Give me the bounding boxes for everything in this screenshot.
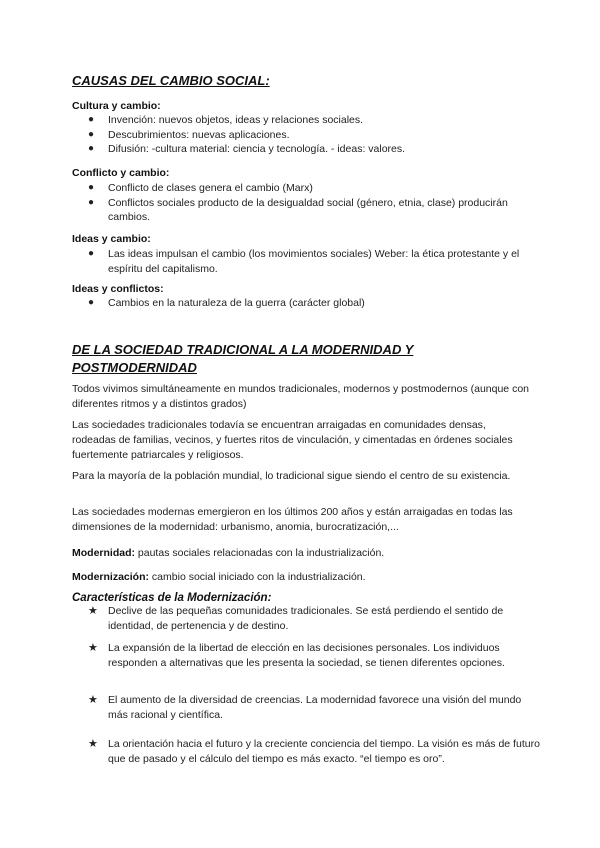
section-title-sociedad: DE LA SOCIEDAD TRADICIONAL A LA MODERNIDAD Y POSTMODERNIDAD bbox=[72, 342, 414, 375]
subheading-ideas-conflictos: Ideas y conflictos: bbox=[72, 283, 164, 295]
list-item: ★ La expansión de la libertad de elección en las decisiones personales. Los individuos responden a alternativas que les presenta la sociedad, se tienen diferentes opciones. bbox=[88, 642, 505, 669]
bullet-icon: ● bbox=[88, 182, 95, 193]
subheading-cultura: Cultura y cambio: bbox=[72, 100, 161, 112]
paragraph: Para la mayoría de la población mundial, lo tradicional sigue siendo el centro de su existencia. bbox=[72, 470, 511, 482]
definition-term: Modernización: bbox=[72, 571, 150, 583]
list-conflicto bbox=[72, 181, 542, 225]
list-item: ★ El aumento de la diversidad de creencias. La modernidad favorece una visión del mundo más racional y científica. bbox=[88, 694, 522, 721]
definition-text: pautas sociales relacionadas con la industrialización. bbox=[135, 547, 385, 559]
paragraph: Todos vivimos simultáneamente en mundos tradicionales, modernos y postmodernos (aunque con diferentes ritmos y a distintos grados) bbox=[72, 383, 529, 410]
list-ideas-conflictos bbox=[72, 296, 542, 311]
list-item: ● Cambios en la naturaleza de la guerra (carácter global) bbox=[88, 297, 365, 309]
paragraph: Las sociedades tradicionales todavía se encuentran arraigadas en comunidades densas, rodeadas de familias, vecinos, y fuertes ritos de vinculación, y cimentadas en órdenes sociales fuertemente patriarcales y religiosos. bbox=[72, 419, 513, 461]
definition-text: cambio social iniciado con la industrialización. bbox=[149, 571, 366, 583]
bullet-icon: ● bbox=[88, 114, 95, 125]
list-item: ● Difusión: -cultura material: ciencia y tecnología. - ideas: valores. bbox=[88, 143, 406, 155]
definition-modernizacion bbox=[72, 570, 532, 585]
bullet-icon: ● bbox=[88, 248, 95, 259]
star-icon: ★ bbox=[88, 605, 98, 617]
list-ideas-cambio bbox=[72, 247, 542, 276]
list-item: ● Descubrimientos: nuevas aplicaciones. bbox=[88, 128, 290, 141]
list-item: ● Invención: nuevos objetos, ideas y relaciones sociales. bbox=[88, 114, 364, 126]
list-item: ● Conflictos sociales producto de la desigualdad social (género, etnia, clase) producirán cambios. bbox=[88, 196, 508, 223]
bullet-icon: ● bbox=[88, 297, 95, 308]
list-cultura bbox=[72, 113, 542, 157]
subheading-ideas-cambio: Ideas y cambio: bbox=[72, 233, 151, 245]
list-item: ★ Declive de las pequeñas comunidades tradicionales. Se está perdiendo el sentido de identidad, de pertenencia y de destino. bbox=[88, 605, 504, 632]
star-icon: ★ bbox=[88, 738, 98, 750]
subheading-conflicto: Conflicto y cambio: bbox=[72, 167, 170, 179]
bullet-icon: ● bbox=[88, 128, 95, 140]
star-icon: ★ bbox=[88, 642, 98, 654]
bullet-icon: ● bbox=[88, 143, 95, 154]
definition-modernidad bbox=[72, 546, 532, 561]
bullet-icon: ● bbox=[88, 196, 95, 208]
subheading-caracteristicas: Características de la Modernización: bbox=[72, 592, 272, 604]
paragraph: Las sociedades modernas emergieron en los últimos 200 años y están arraigadas en todas las dimensiones de la modernidad: urbanismo, anomia, burocratización,... bbox=[72, 506, 513, 533]
section-title-causas: CAUSAS DEL CAMBIO SOCIAL: bbox=[72, 73, 270, 88]
definition-term: Modernidad: bbox=[72, 547, 135, 559]
list-item: ● Conflicto de clases genera el cambio (Marx) bbox=[88, 182, 313, 194]
list-item: ● Las ideas impulsan el cambio (los movimientos sociales) Weber: la ética protestante y el espíritu del capitalismo. bbox=[88, 248, 520, 275]
list-item: ★ La orientación hacia el futuro y la creciente conciencia del tiempo. La visión es más de futuro que de pasado y el cálculo del tiempo es más exacto. “el tiempo es oro”. bbox=[88, 738, 540, 765]
star-icon: ★ bbox=[88, 694, 98, 706]
